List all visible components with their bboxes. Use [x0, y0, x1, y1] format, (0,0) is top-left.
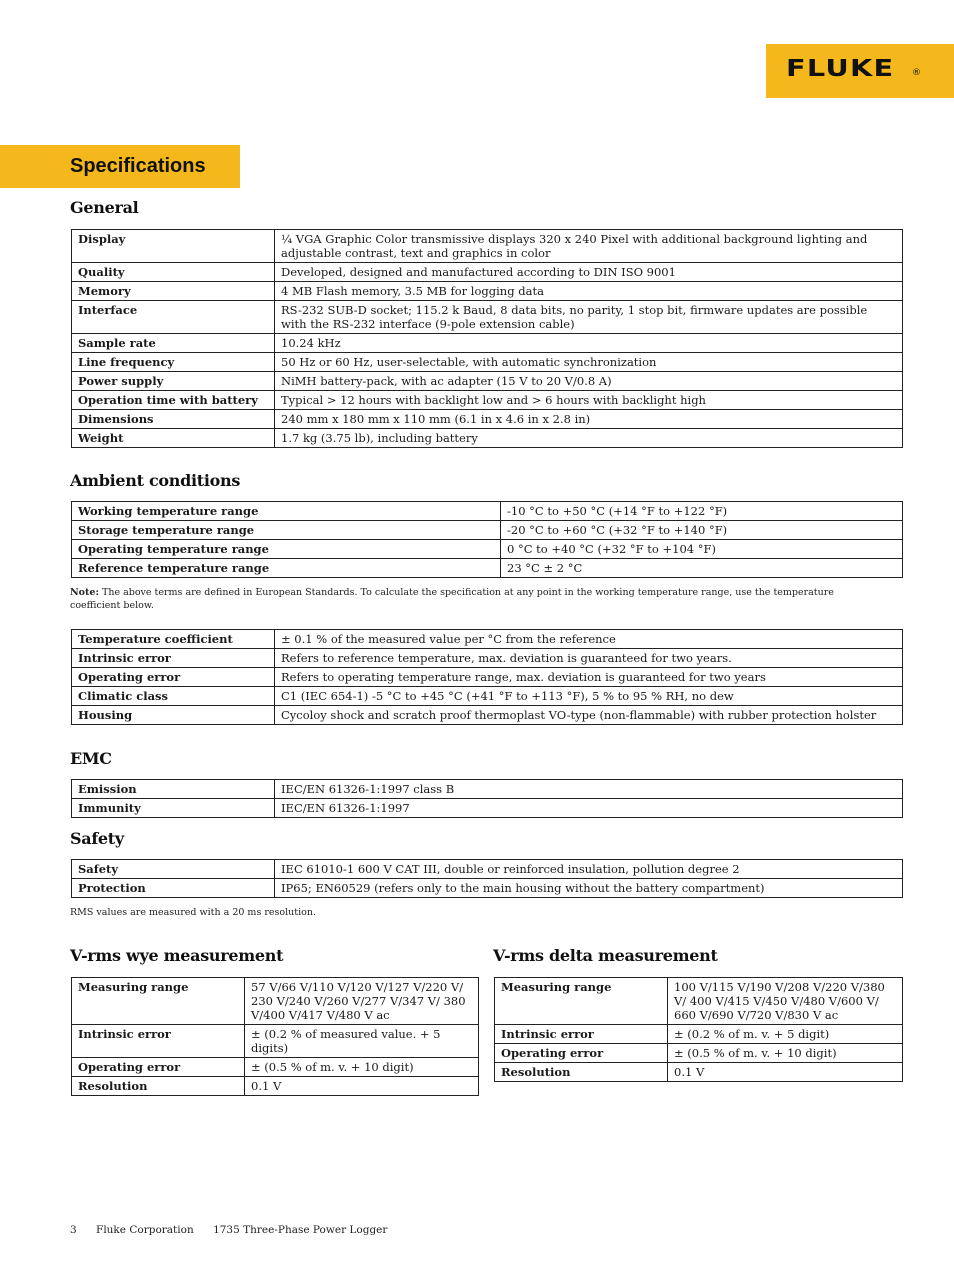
spec-value: ± (0.5 % of m. v. + 10 digit): [668, 1044, 903, 1063]
wye-table: [71, 977, 479, 1096]
general-heading: General: [70, 198, 139, 217]
spec-value: IEC/EN 61326-1:1997 class B: [275, 780, 903, 799]
table-row: [495, 978, 903, 1025]
table-row: [72, 334, 903, 353]
spec-label: Measuring range: [495, 978, 668, 1025]
spec-value: IEC/EN 61326-1:1997: [275, 799, 903, 818]
spec-value: -20 °C to +60 °C (+32 °F to +140 °F): [501, 521, 903, 540]
table-row: [72, 706, 903, 725]
table-row: [72, 230, 903, 263]
spec-value: 50 Hz or 60 Hz, user-selectable, with automatic synchronization: [275, 353, 903, 372]
note-label: Note:: [70, 587, 99, 598]
fluke-logo: [766, 44, 954, 98]
table-row: [72, 353, 903, 372]
footer-product: 1735 Three-Phase Power Logger: [213, 1224, 388, 1236]
spec-value: NiMH battery-pack, with ac adapter (15 V to 20 V/0.8 A): [275, 372, 903, 391]
spec-label: Reference temperature range: [72, 559, 501, 578]
spec-label: Operating error: [72, 1058, 245, 1077]
error-table: [71, 629, 903, 725]
spec-label: Operation time with battery: [72, 391, 275, 410]
spec-label: Operating error: [72, 668, 275, 687]
spec-value: ± (0.2 % of m. v. + 5 digit): [668, 1025, 903, 1044]
spec-label: Weight: [72, 429, 275, 448]
table-row: [72, 429, 903, 448]
table-row: [72, 521, 903, 540]
spec-value: 0.1 V: [245, 1077, 479, 1096]
spec-value: 100 V/115 V/190 V/208 V/220 V/380 V/ 400 V/415 V/450 V/480 V/600 V/ 660 V/690 V/720 V/830 V ac: [668, 978, 903, 1025]
ambient-table: [71, 501, 903, 578]
page-footer: [70, 1224, 403, 1236]
spec-label: Intrinsic error: [72, 649, 275, 668]
table-row: [72, 502, 903, 521]
spec-value: IP65; EN60529 (refers only to the main housing without the battery compartment): [275, 879, 903, 898]
spec-label: Climatic class: [72, 687, 275, 706]
general-table: [71, 229, 903, 448]
table-row: [72, 1058, 479, 1077]
page-number: 3: [70, 1224, 77, 1236]
table-row: [72, 860, 903, 879]
table-row: [72, 780, 903, 799]
spec-value: -10 °C to +50 °C (+14 °F to +122 °F): [501, 502, 903, 521]
spec-label: Housing: [72, 706, 275, 725]
spec-label: Quality: [72, 263, 275, 282]
spec-label: Emission: [72, 780, 275, 799]
table-row: [72, 687, 903, 706]
table-row: [72, 559, 903, 578]
spec-value: Refers to operating temperature range, max. deviation is guaranteed for two years: [275, 668, 903, 687]
table-row: [72, 1025, 479, 1058]
spec-label: Temperature coefficient: [72, 630, 275, 649]
spec-value: IEC 61010-1 600 V CAT III, double or reinforced insulation, pollution degree 2: [275, 860, 903, 879]
footer-company: Fluke Corporation: [96, 1224, 194, 1236]
table-row: [72, 649, 903, 668]
ambient-heading: Ambient conditions: [70, 471, 241, 490]
logo-registered-mark: ®: [912, 68, 921, 78]
spec-label: Display: [72, 230, 275, 263]
spec-label: Working temperature range: [72, 502, 501, 521]
spec-value: 4 MB Flash memory, 3.5 MB for logging data: [275, 282, 903, 301]
spec-value: 0 °C to +40 °C (+32 °F to +104 °F): [501, 540, 903, 559]
table-row: [495, 1025, 903, 1044]
rms-note: RMS values are measured with a 20 ms resolution.: [70, 907, 316, 918]
spec-label: Resolution: [495, 1063, 668, 1082]
spec-label: Intrinsic error: [495, 1025, 668, 1044]
table-row: [72, 978, 479, 1025]
table-row: [72, 668, 903, 687]
table-row: [495, 1063, 903, 1082]
spec-value: ± (0.5 % of m. v. + 10 digit): [245, 1058, 479, 1077]
delta-table: [494, 977, 903, 1082]
spec-value: 0.1 V: [668, 1063, 903, 1082]
table-row: [72, 263, 903, 282]
spec-value: Developed, designed and manufactured according to DIN ISO 9001: [275, 263, 903, 282]
table-row: [72, 372, 903, 391]
note-text: The above terms are defined in European Standards. To calculate the specification at any point in the working temperature range, use the temperature coefficient below.: [70, 587, 834, 611]
table-row: [495, 1044, 903, 1063]
spec-value: 23 °C ± 2 °C: [501, 559, 903, 578]
spec-value: ¼ VGA Graphic Color transmissive displays 320 x 240 Pixel with additional background lighting and adjustable contrast, text and graphics in color: [275, 230, 903, 263]
wye-heading: V-rms wye measurement: [70, 946, 284, 965]
spec-value: Refers to reference temperature, max. deviation is guaranteed for two years.: [275, 649, 903, 668]
spec-label: Line frequency: [72, 353, 275, 372]
spec-value: ± 0.1 % of the measured value per °C from the reference: [275, 630, 903, 649]
spec-label: Storage temperature range: [72, 521, 501, 540]
spec-label: Resolution: [72, 1077, 245, 1096]
spec-label: Dimensions: [72, 410, 275, 429]
emc-table: [71, 779, 903, 818]
logo-text: FLUKE: [786, 56, 895, 82]
spec-value: 10.24 kHz: [275, 334, 903, 353]
spec-label: Measuring range: [72, 978, 245, 1025]
spec-label: Power supply: [72, 372, 275, 391]
emc-heading: EMC: [70, 749, 112, 768]
safety-table: [71, 859, 903, 898]
table-row: [72, 391, 903, 410]
table-row: [72, 799, 903, 818]
table-row: [72, 282, 903, 301]
delta-heading: V-rms delta measurement: [493, 946, 718, 965]
spec-label: Memory: [72, 282, 275, 301]
spec-label: Operating error: [495, 1044, 668, 1063]
table-row: [72, 1077, 479, 1096]
table-row: [72, 540, 903, 559]
table-row: [72, 879, 903, 898]
spec-label: Intrinsic error: [72, 1025, 245, 1058]
spec-label: Immunity: [72, 799, 275, 818]
spec-value: 57 V/66 V/110 V/120 V/127 V/220 V/ 230 V/240 V/260 V/277 V/347 V/ 380 V/400 V/417 V/480 V ac: [245, 978, 479, 1025]
spec-label: Operating temperature range: [72, 540, 501, 559]
spec-value: 1.7 kg (3.75 lb), including battery: [275, 429, 903, 448]
spec-value: ± (0.2 % of measured value. + 5 digits): [245, 1025, 479, 1058]
spec-value: Cycoloy shock and scratch proof thermoplast VO-type (non-flammable) with rubber protection holster: [275, 706, 903, 725]
table-row: [72, 301, 903, 334]
spec-label: Protection: [72, 879, 275, 898]
table-row: [72, 410, 903, 429]
spec-label: Sample rate: [72, 334, 275, 353]
spec-label: Interface: [72, 301, 275, 334]
spec-value: Typical > 12 hours with backlight low and > 6 hours with backlight high: [275, 391, 903, 410]
spec-value: C1 (IEC 654-1) -5 °C to +45 °C (+41 °F to +113 °F), 5 % to 95 % RH, no dew: [275, 687, 903, 706]
spec-value: RS-232 SUB-D socket; 115.2 k Baud, 8 data bits, no parity, 1 stop bit, firmware updates are possible with the RS-232 interface (9-pole extension cable): [275, 301, 903, 334]
spec-label: Safety: [72, 860, 275, 879]
table-row: [72, 630, 903, 649]
specifications-title: Specifications: [70, 155, 206, 177]
ambient-note: [70, 586, 870, 612]
safety-heading: Safety: [70, 829, 124, 848]
spec-value: 240 mm x 180 mm x 110 mm (6.1 in x 4.6 in x 2.8 in): [275, 410, 903, 429]
